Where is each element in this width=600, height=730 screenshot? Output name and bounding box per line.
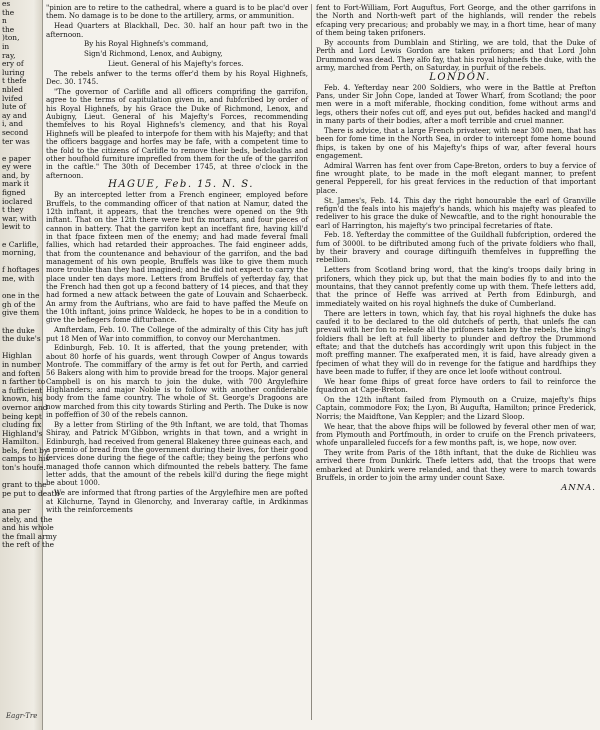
left-column [46,4,308,516]
right-column [316,4,596,494]
article-paragraph: Lieut. General of his Majefty's forces. [108,59,244,69]
fold-text-line: )ton, [2,33,20,43]
margin-note: Eagr-Tre [6,712,38,720]
fold-text-line: ay and [2,110,27,120]
column-signature: ANNA. [561,482,596,493]
fold-text-line: the fmall army [2,531,57,541]
fold-text-line: camps to his [2,454,50,464]
fold-text-line: cluding fix [2,420,42,430]
fold-text-line: the duke [2,325,35,335]
fold-text-line: lvifed [2,93,23,103]
fold-text-line: nbled [2,84,23,94]
fold-text-line: the [2,24,15,34]
fold-text-line: a fufficient [2,385,43,395]
fold-text-line: second [2,127,29,137]
fold-text-line: lewit to [2,222,31,232]
article-paragraph: We hear, that the above fhips will be followed by feveral other men of war, from Plymouth and Portfmouth, in order to cruife on the French privateers, whofe unparalleled fuccefs for a few months paft, is, we hope, now over. [316,421,596,448]
article-paragraph: We are informed that ftrong parties of the Argylefhire men are pofted at Kilchurne, Taynd in Glenorchy, and Inveraray caftle, in Ardkinmas with the reinforcements [46,488,308,514]
fold-text-line: overnor and [2,402,48,412]
fold-text-line: luring [2,67,25,77]
fold-text-line: grant to the [2,480,47,490]
previous-page-fold [0,0,60,730]
article-paragraph: There is advice, that a large French privateer, with near 300 men, that has been for fome time in the North Sea, in order to intercept fome home bound fhips, is taken by one of his Majefty's fhips of war, after feveral hours engagement. [316,125,596,160]
article-paragraph: The rebels anfwer to the terms offer'd them by his Royal Highnefs, Dec. 30. 1745. [46,68,308,87]
fold-text-line: ately, and the [2,514,53,524]
column-divider [311,4,312,720]
fold-text-line: n farther to [2,377,46,387]
article-paragraph: "The governor of Carlifle and all officers comprifing the garrifon, agree to the terms of capitulation given in, and fubfcribed by order of his Royal Highnefs, by his Grace the Duke of Richmond, Lenox, and Aubigny, Lieut. General of his Majefty's Forces, recommending themfelves to his Royal Highnefs's clemency, and that his Royal Highnefs will be pleafed to interpofe for them with his Majefty; and that the officers baggage and horfes may be fafe, with a competent time to the fold to the citizens of Carlifle to remove their beds, bedcloaths and other houfhold furniture imprefled from them for the ufe of the garrifon in the caftle." The 30th of December 1745, at three o'clock in the afternoon. [46,87,308,180]
article-paragraph: On the 12th inftant failed from Plymouth on a Cruize, majefty's fhips Captain, commodore Fox; the Lyon, Bi Augufta, Hamilton; prince Frederick, Norris; the Maidftone, Van Keppler; and the Lizard Sloop. [316,394,596,421]
article-paragraph: Head Quarters at Blackhall, Dec. 30. half an hour paft two in the afternoon. [46,21,308,39]
fold-text-line: morning, [2,248,36,258]
fold-text-line: es [2,0,11,8]
fold-text-line: i, and [2,119,23,129]
fold-text-line: bels, fent by [2,445,49,455]
article-paragraph: Feb. 18. Yefterday the committee of the Guildhall fubfcription, ordered the fum of 3000l. to be diftributed among fuch of the private foldiers who fhall, by their bravery and courage diftinguifh themfelves in fuppreffing the rebellion. [316,230,596,265]
fold-text-line: the [2,7,15,17]
article-paragraph: Feb. 4. Yefterday near 200 Soldiers, who were in the Battle at Prefton Pans, under Sir John Cope, landed at Tower Wharf, from Scotland; the poor men were in a moft miferable, fhocking condition, fome without arms and legs, others their nofes cut off, and eyes put out, befides hacked and mangl'd in many parts of their bodies, after a moft terrible and cruel manner. [316,82,596,125]
fold-text-line: t they [2,205,24,215]
fold-text-line: figned [2,188,26,198]
fold-text-line: mark it [2,179,30,189]
fold-text-line: ey were [2,162,32,172]
article-paragraph: Letters from Scotland bring word, that the king's troops daily bring in prifoners, which they pick up, but that the main bodies fly to and into the mountains, that they cannot prefently come up with them. Thefe letters add, that the prince of Heffe was arrived at Perth from Edinburgh, and immediately waited on his royal highnefs the duke of Cumberland. [316,265,596,308]
fold-text-line: ery of [2,59,24,69]
fold-text-line: ter was [2,136,30,146]
fold-text-line: lute of [2,102,27,112]
fold-text-line: Highland's [2,428,43,438]
fold-text-line: f hoftages [2,265,40,275]
fold-text-line: one in the [2,291,40,301]
article-paragraph: Sign'd Richmond, Lenox, and Aubigny, [84,49,223,59]
fold-text-line: ioclared [2,196,33,206]
article-paragraph: By accounts from Dumblain and Stirling, we are told, that the Duke of Perth and Lord Lewis Gordon are taken prifoners; and that Lord John Drummond was dead. They alfo fay, that his royal highnefs the duke, with the army, marched from Perth, on Saturday, in purfuit of the rebels. [316,37,596,72]
fold-text-line: ton's houfe. [2,463,46,473]
fold-text-line: in [2,41,10,51]
article-paragraph: There are letters in town, which fay, that his royal highnefs the duke has caufed it to be declared to the old dutchefs of perth, that unlefs fhe can prevail with her fon to releafe all the prifoners taken by the rebels, the king's foldiers fhall be left at full liberty to plunder and deftroy the Drummond eftate; and that the dutchefs has accordingly writ upon this fubject in the moft preffing manner. The exafperated men, it is faid, have already given a fpecimen of what they will do in revenge for the fatigue and hardfhips they have been made to fuffer, if they are once let loofe without controul. [316,308,596,376]
fold-text-line: Hamilton. [2,437,40,447]
article-paragraph: LONDON. [429,71,491,83]
article-paragraph: Edinburgh, Feb. 10. It is afferted, that the young pretender, with about 80 horfe of his guards, went through Cowper of Angus towards Montrofe. The commiffary of the army is fet out for Perth, and carried 56 Bakers along with him to provide bread for the troops. Major general Campbell is on his march to join the duke, with 700 Argylefhire Highlanders; and major Noble is to follow with another confiderable body from the fame country. The whole of St. George's Dragoons are now marched from this city towards Stirling and Perth. The Duke is now in poffeffion of 30 of the rebels cannon. [46,343,308,420]
article-paragraph: Amfterdam, Feb. 10. The College of the admiralty of this City has juft put 18 Men of War into commiffion, to convoy our Merchantmen. [46,325,308,343]
article-paragraph: HAGUE, Feb. 15. N. S. [108,179,254,191]
fold-text-line: and his whole [2,523,54,533]
fold-text-line: Highlan [2,351,32,361]
article-paragraph: By a letter from Stirling of the 9th Inftant, we are told, that Thomas Shiray, and Patrick M'Gibbon, wrights in that town, and a wright in Edinburgh, had received from general Blakeney three guineas each, and a premio of bread from the government during their lives, for their good fervices done during the fiege of the caftle; they being the perfons who managed thofe cannon which difmounted the rebels battery. The fame letter adds, that the amount of the rebels kill'd during the fiege might be about 1000. [46,420,309,488]
fold-text-line: e Carlifle, [2,239,39,249]
article-paragraph: Admiral Warren has fent over from Cape-Breton, orders to buy a fervice of fine wrought plate, to be made in the moft elegant manner, to prefent general Pepperell, for his great fervices in the reduction of that important place. [316,160,596,195]
article-paragraph: fent to Fort-William, Fort Auguftus, Fort George, and the other garrifons in the North and North-weft part of the highlands, will render the rebels efcaping very precarious; and probably we may, in a fhort time, hear of many of them being taken prifoners. [316,3,596,38]
article-paragraph: We hear fome fhips of great force have orders to fail to reinforce the fquadron at Cape-Breton. [316,376,596,395]
fold-text-line: known, his [2,394,43,404]
fold-text-line: ana per [2,506,31,516]
article-paragraph: By his Royal Highnefs's command, [84,39,209,49]
fold-text-line: give them [2,308,40,318]
fold-text-line: pe put to death [2,488,60,498]
fold-text-line: ray, [2,50,16,60]
fold-text-line: gh of the [2,299,36,309]
article-paragraph: "pinion are to retire to the cathedral, where a guard is to be plac'd over them. No damage is to be done to the artillery, arms, or ammunition. [46,3,308,21]
article-paragraph: They write from Paris of the 18th inftant, that the duke de Richlieu was arrived there from Dunkirk. Thefe letters add, that the troops that were embarked at Dunkirk were relanded, and that they were to march towards Bruffels, in order to join the army under count Saxe. [316,448,596,483]
fold-text-line: and, by [2,170,30,180]
fold-text-line: e paper [2,153,31,163]
fold-text-line: in number [2,359,41,369]
fold-text-line: being kept [2,411,42,421]
article-paragraph: By an intercepted letter from a French engineer, employed before Bruffels, to the commanding officer of that nation at Namur, dated the 12th inftant, it appears, that the trenches were opened on the 9th inftant. That on the 12th there were but fix mortars, and four pieces of cannon in battery. That the garrifon kept an inceffant fire, having kill'd in that fpace fixteen men of the enemy; and had made feveral fmall fallies, which had retarded their approaches. The faid engineer adds, that from the countenance and behaviour of the garrifon, and the bad management of his own people, Bruffels was like to give them much more trouble than they had imagined; and he did not expect to carry the place under ten days more. Letters from Bruffels of yefterday fay, that the French had then got up a fecond battery of 14 pieces, and that they had formed a new attack between the gate of Louvain and Schaerbeck. An army from the Auftrians, who are faid to have paffed the Meufe on the 10th inftant, joins prince Waldeck, he hopes to be in a condition to give the befiegers fome difturbance. [46,190,308,325]
article-paragraph: St. James's, Feb. 14. This day the right honourable the earl of Granville refign'd the feals into his majefty's hands, which his majefty was pleafed to redeliver to his grace the duke of Newcaftle, and to the right honourable the earl of Harrington, his majefty's two principal fecretaries of ftate. [316,195,596,230]
fold-text-line: the reft of the [2,540,55,550]
fold-text-line: me, with [2,274,35,283]
fold-text-line: and foften [2,368,41,378]
fold-text-line: war, with [2,213,37,223]
fold-text-line: n [2,16,7,26]
fold-text-line: the duke's [2,334,41,344]
fold-text-line: t thefe [2,76,27,86]
